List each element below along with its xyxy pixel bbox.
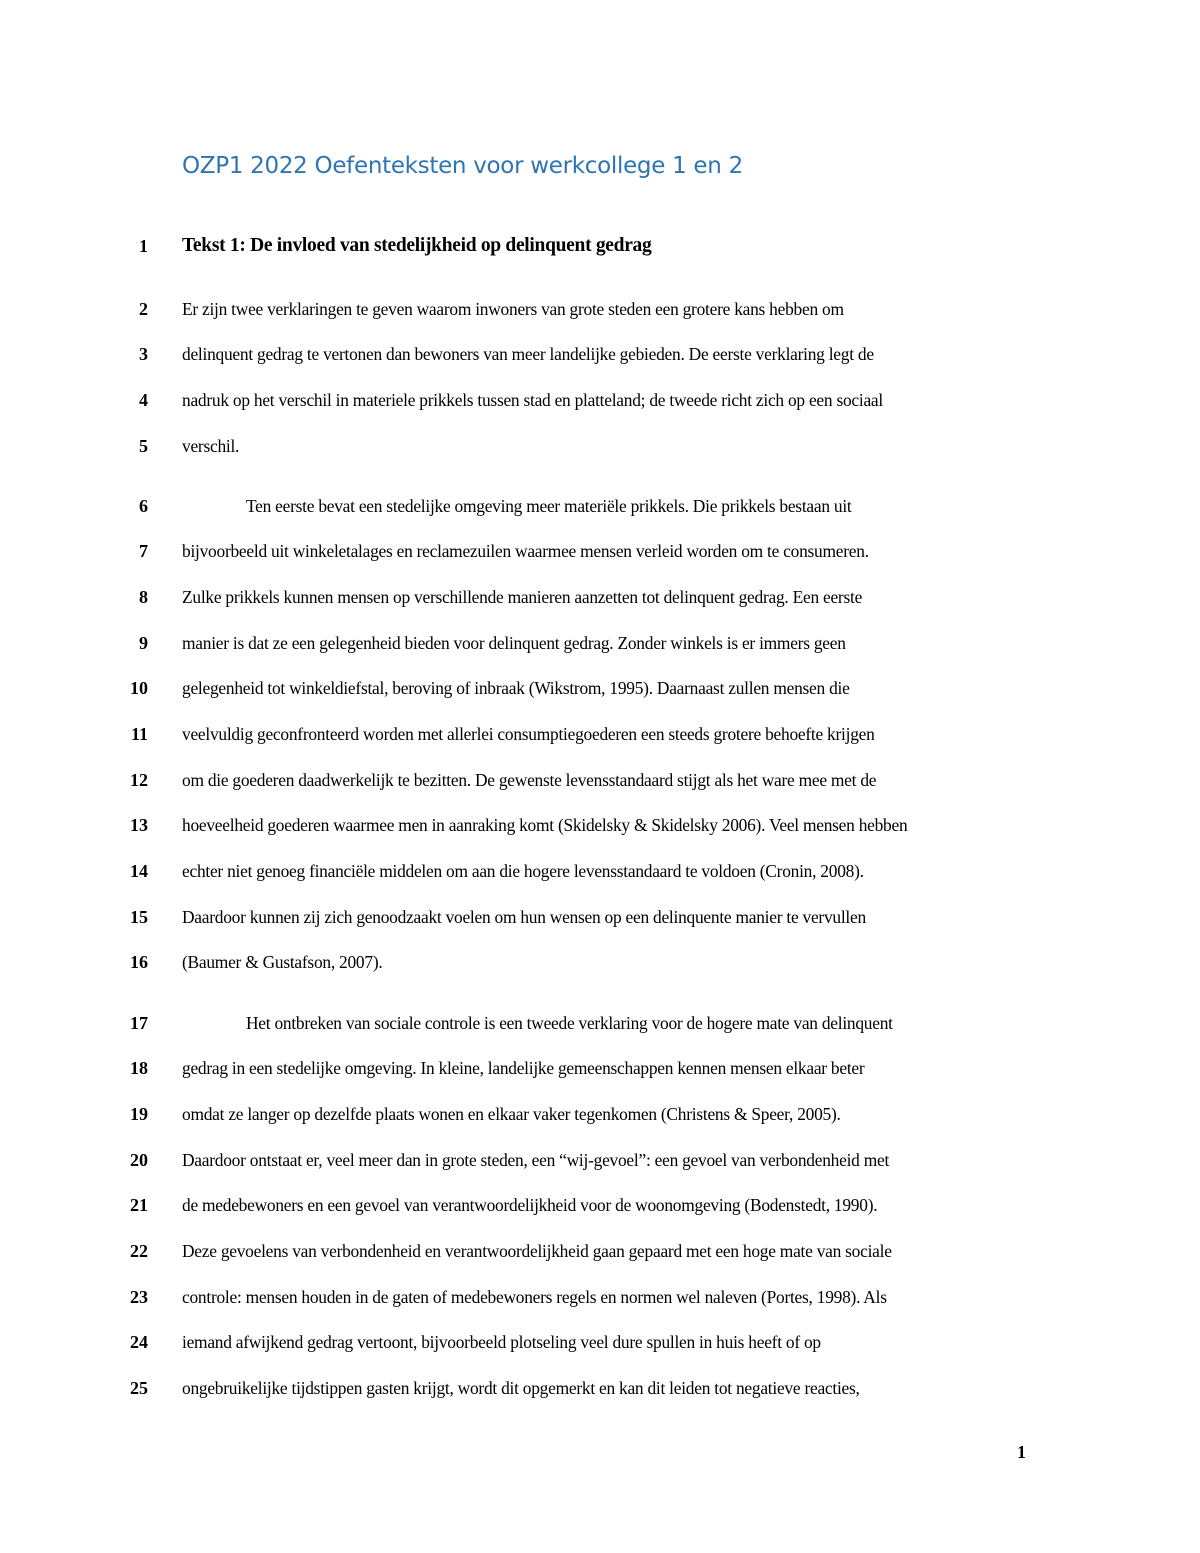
line-number: 7 [139,541,148,561]
line-number: 5 [139,436,148,456]
line-number: 6 [139,496,148,516]
document-line [0,1099,1200,1129]
line-number: 8 [139,587,148,607]
section-heading: Tekst 1: De invloed van stedelijkheid op delinquent gedrag [182,235,652,256]
line-number: 4 [139,390,148,410]
document-line [0,231,1200,261]
document-line [0,385,1200,415]
line-text: delinquent gedrag te vertonen dan bewoners van meer landelijke gebieden. De eerste verklaring legt de [182,344,874,364]
line-number: 18 [130,1058,148,1078]
document-line [0,1373,1200,1403]
document-line [0,536,1200,566]
line-text: de medebewoners en een gevoel van verantwoordelijkheid voor de woonomgeving (Bodenstedt, 1990). [182,1195,878,1215]
line-text: om die goederen daadwerkelijk te bezitten. De gewenste levensstandaard stijgt als het ware mee met de [182,770,877,790]
line-number: 17 [130,1013,148,1033]
line-number: 14 [130,861,148,881]
line-text: iemand afwijkend gedrag vertoont, bijvoorbeeld plotseling veel dure spullen in huis heeft of op [182,1332,821,1352]
document-title: OZP1 2022 Oefenteksten voor werkcollege 1 en 2 [182,153,743,179]
line-number: 22 [130,1241,148,1261]
line-number: 3 [139,344,148,364]
line-text: echter niet genoeg financiële middelen om aan die hogere levensstandaard te voldoen (Cronin, 2008). [182,861,864,881]
line-number: 16 [130,952,148,972]
document-line [0,339,1200,369]
line-number: 9 [139,633,148,653]
line-text: Er zijn twee verklaringen te geven waarom inwoners van grote steden een grotere kans hebben om [182,299,844,319]
line-number: 21 [130,1195,148,1215]
line-text: gelegenheid tot winkeldiefstal, beroving of inbraak (Wikstrom, 1995). Daarnaast zullen mensen die [182,678,850,698]
line-text: controle: mensen houden in de gaten of medebewoners regels en normen wel naleven (Portes, 1998). Als [182,1287,887,1307]
line-text: Daardoor kunnen zij zich genoodzaakt voelen om hun wensen op een delinquente manier te vervullen [182,907,866,927]
line-text: verschil. [182,436,240,456]
line-text: (Baumer & Gustafson, 2007). [182,952,383,972]
document-line [0,765,1200,795]
document-line [0,810,1200,840]
line-text: hoeveelheid goederen waarmee men in aanraking komt (Skidelsky & Skidelsky 2006). Veel mensen hebben [182,815,908,835]
line-number: 1 [139,236,148,256]
document-line [0,1327,1200,1357]
line-number: 19 [130,1104,148,1124]
line-number: 11 [130,724,148,744]
line-text: omdat ze langer op dezelfde plaats wonen en elkaar vaker tegenkomen (Christens & Speer, 2005). [182,1104,841,1124]
document-line [0,902,1200,932]
line-text: Daardoor ontstaat er, veel meer dan in grote steden, een “wij-gevoel”: een gevoel van verbondenheid met [182,1150,890,1170]
document-line [0,628,1200,658]
line-text: manier is dat ze een gelegenheid bieden voor delinquent gedrag. Zonder winkels is er immers geen [182,633,846,653]
line-text: nadruk op het verschil in materiele prikkels tussen stad en platteland; de tweede richt zich op een sociaal [182,390,883,410]
document-line [0,582,1200,612]
line-text: bijvoorbeeld uit winkeletalages en reclamezuilen waarmee mensen verleid worden om te consumeren. [182,541,869,561]
document-line [0,431,1200,461]
line-text: ongebruikelijke tijdstippen gasten krijgt, wordt dit opgemerkt en kan dit leiden tot negatieve reacties, [182,1378,860,1398]
line-number: 15 [130,907,148,927]
document-line [0,1053,1200,1083]
line-number: 12 [130,770,148,790]
document-line [0,1282,1200,1312]
line-number: 20 [130,1150,148,1170]
line-number: 23 [130,1287,148,1307]
line-text: Deze gevoelens van verbondenheid en verantwoordelijkheid gaan gepaard met een hoge mate van sociale [182,1241,892,1261]
line-text: Ten eerste bevat een stedelijke omgeving meer materiële prikkels. Die prikkels bestaan uit [246,496,852,516]
line-number: 25 [130,1378,148,1398]
page-number: 1 [1017,1442,1026,1462]
document-line [0,719,1200,749]
line-number: 10 [130,678,148,698]
line-text: Zulke prikkels kunnen mensen op verschillende manieren aanzetten tot delinquent gedrag. Een eerste [182,587,863,607]
line-text: Het ontbreken van sociale controle is een tweede verklaring voor de hogere mate van delinquent [246,1013,893,1033]
document-line [0,1236,1200,1266]
line-number: 2 [139,299,148,319]
document-line [0,294,1200,324]
line-number: 24 [130,1332,148,1352]
document-line [0,1190,1200,1220]
document-line [0,1145,1200,1175]
document-line [0,856,1200,886]
document-line [0,673,1200,703]
line-text: veelvuldig geconfronteerd worden met allerlei consumptiegoederen een steeds grotere behoefte krijgen [182,724,875,744]
document-line [0,1008,1200,1038]
document-line [0,947,1200,977]
line-number: 13 [130,815,148,835]
line-text: gedrag in een stedelijke omgeving. In kleine, landelijke gemeenschappen kennen mensen elkaar beter [182,1058,865,1078]
document-line [0,491,1200,521]
